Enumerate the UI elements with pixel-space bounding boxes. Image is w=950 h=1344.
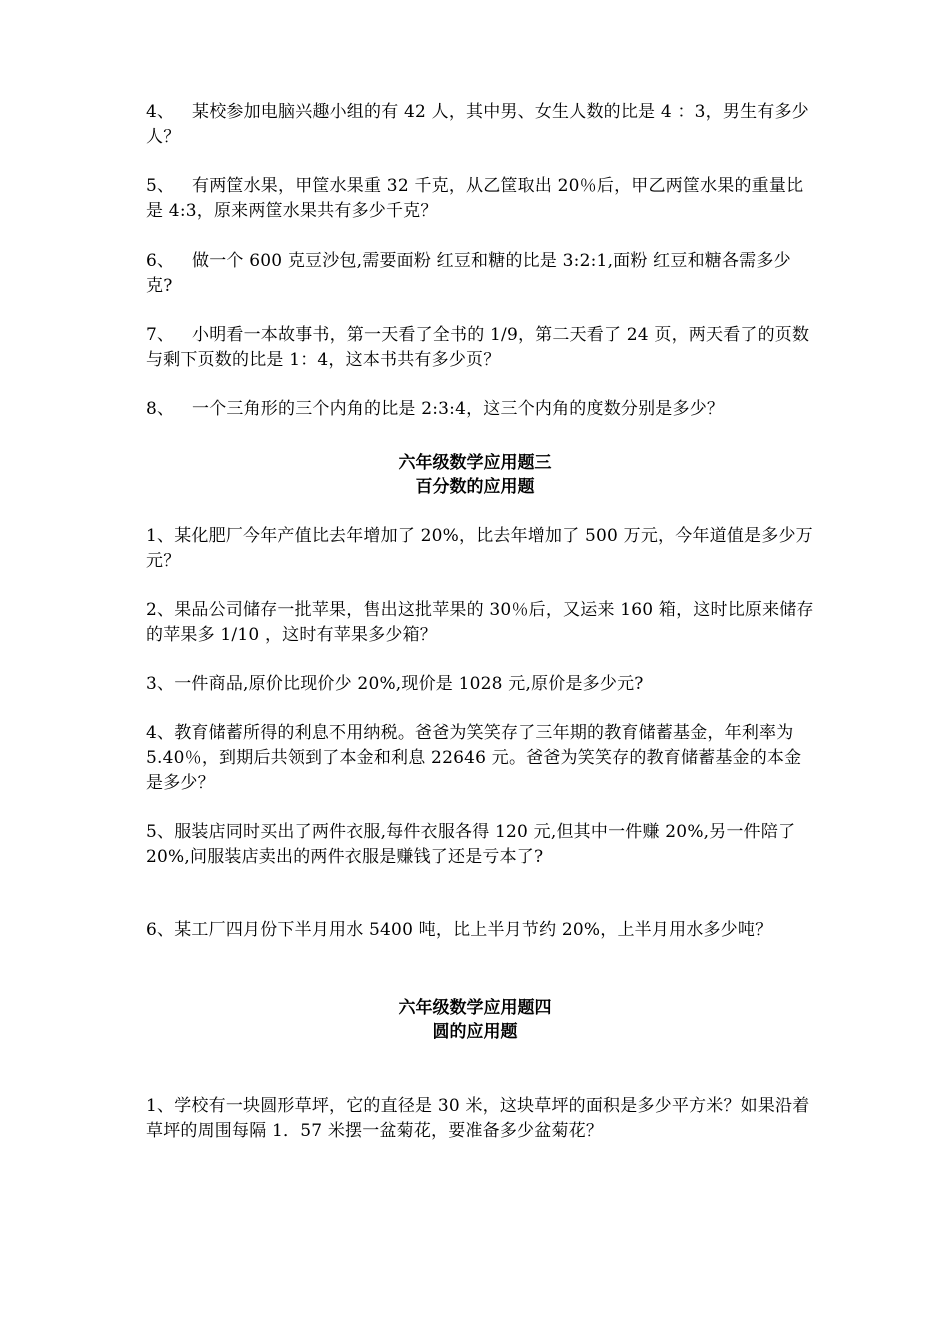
problem-number: 6、 — [146, 251, 175, 271]
section-subtitle: 圆的应用题 — [432, 1022, 518, 1042]
problem-item: 2、果品公司储存一批苹果，售出这批苹果的 30％后，又运来 160 箱，这时比原来储存的苹果多 1/10 ，这时有苹果多少箱？ — [146, 600, 814, 645]
problem-number: 7、 — [146, 325, 175, 345]
problem-item — [146, 100, 814, 150]
problem-number: 4、 — [146, 102, 175, 122]
problem-item — [146, 249, 814, 299]
problem-text: 某校参加电脑兴趣小组的有 42 人，其中男、女生人数的比是 4 ：3，男生有多少人？ — [146, 102, 809, 147]
problem-item — [146, 323, 814, 373]
problem-item — [146, 397, 814, 422]
problem-item: 6、某工厂四月份下半月用水 5400 吨，比上半月节约 20%，上半月用水多少吨？ — [146, 920, 773, 940]
problem-text: 小明看一本故事书，第一天看了全书的 1/9，第二天看了 24 页，两天看了的页数与剩下页数的比是 1：4，这本书共有多少页？ — [146, 325, 810, 370]
section-title: 六年级数学应用题三 — [398, 453, 552, 473]
section-subtitle: 百分数的应用题 — [415, 477, 535, 497]
problem-item: 1、某化肥厂今年产值比去年增加了 20%，比去年增加了 500 万元，今年道值是多少万元？ — [146, 526, 813, 571]
problem-number: 5、 — [146, 176, 175, 196]
problem-number: 8、 — [146, 399, 175, 419]
problem-text: 有两筐水果，甲筐水果重 32 千克，从乙筐取出 20％后，甲乙两筐水果的重量比是 4:3，原来两筐水果共有多少千克？ — [146, 176, 804, 221]
problem-item: 3、一件商品,原价比现价少 20%,现价是 1028 元,原价是多少元? — [146, 674, 644, 694]
section-title: 六年级数学应用题四 — [398, 998, 552, 1018]
problem-item: 1、学校有一块圆形草坪，它的直径是 30 米，这块草坪的面积是多少平方米？如果沿着草坪的周围每隔 1．57 米摆一盆菊花，要准备多少盆菊花？ — [146, 1096, 810, 1141]
problem-text: 做一个 600 克豆沙包,需要面粉 红豆和糖的比是 3:2:1,面粉 红豆和糖各需多少克? — [146, 251, 791, 296]
problem-item — [146, 174, 814, 224]
problem-item: 4、教育储蓄所得的利息不用纳税。爸爸为笑笑存了三年期的教育储蓄基金，年利率为 5.40％，到期后共领到了本金和利息 22646 元。爸爸为笑笑存的教育储蓄基金的本金是多少？ — [146, 723, 802, 793]
problem-item: 5、服装店同时买出了两件衣服,每件衣服各得 120 元,但其中一件赚 20%,另一件陪了 20%,问服装店卖出的两件衣服是赚钱了还是亏本了? — [146, 822, 796, 867]
problem-text: 一个三角形的三个内角的比是 2:3:4，这三个内角的度数分别是多少？ — [192, 399, 725, 419]
